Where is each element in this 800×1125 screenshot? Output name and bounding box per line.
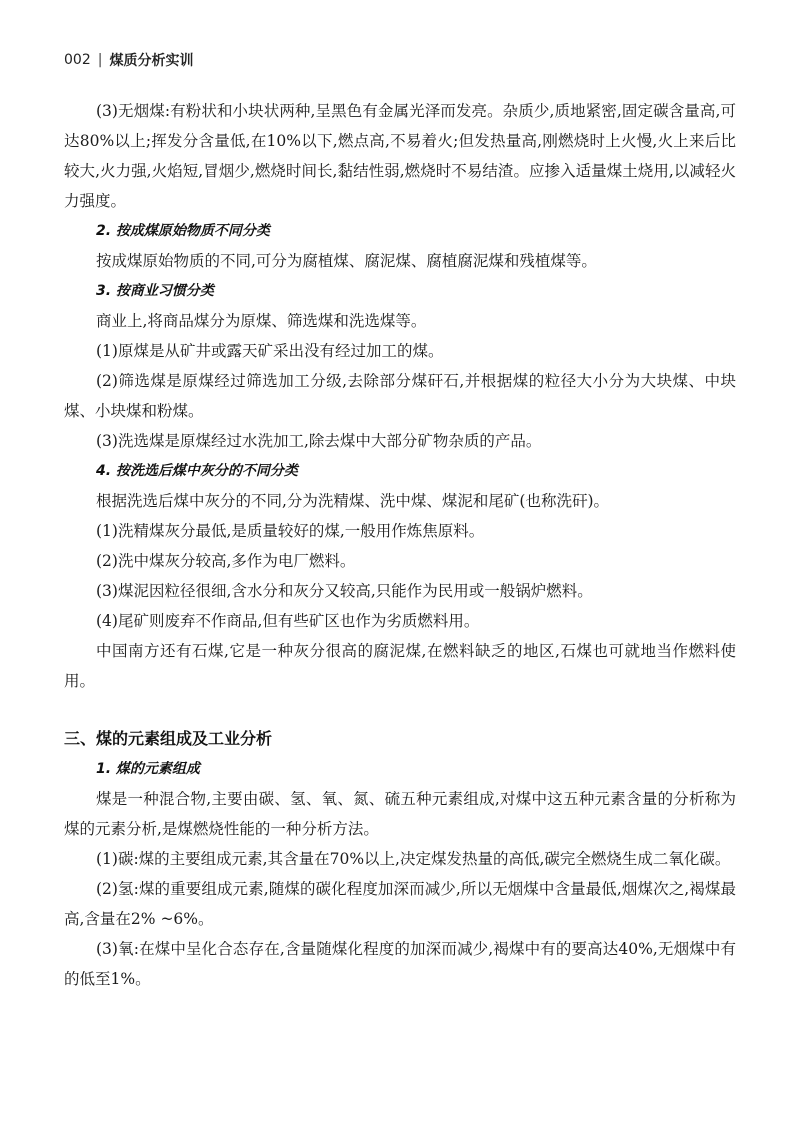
paragraph: (2)洗中煤灰分较高,多作为电厂燃料。 [96, 552, 356, 570]
paragraph: (2)筛选煤是原煤经过筛选加工分级,去除部分煤矸石,并根据煤的粒径大小分为大块煤、中块煤、小块煤和粉煤。 [64, 372, 736, 420]
paragraph: 商业上,将商品煤分为原煤、筛选煤和洗选煤等。 [96, 312, 427, 330]
running-header [64, 50, 193, 70]
paragraph: 煤是一种混合物,主要由碳、氢、氧、氮、硫五种元素组成,对煤中这五种元素含量的分析称为煤的元素分析,是煤燃烧性能的一种分析方法。 [64, 790, 736, 838]
paragraph: (3)氧:在煤中呈化合态存在,含量随煤化程度的加深而减少,褐煤中有的要高达40%,无烟煤中有的低至1%。 [64, 940, 736, 988]
paragraph: (1)碳:煤的主要组成元素,其含量在70%以上,决定煤发热量的高低,碳完全燃烧生成二氧化碳。 [96, 850, 731, 868]
header-separator: | [97, 52, 103, 68]
paragraph: (2)氢:煤的重要组成元素,随煤的碳化程度加深而减少,所以无烟煤中含量最低,烟煤次之,褐煤最高,含量在2% ~6%。 [64, 880, 736, 928]
subsection-heading: 2. 按成煤原始物质不同分类 [96, 223, 270, 239]
book-title: 煤质分析实训 [109, 53, 194, 69]
subsection-heading: 4. 按洗选后煤中灰分的不同分类 [96, 463, 298, 479]
paragraph: (4)尾矿则废弃不作商品,但有些矿区也作为劣质燃料用。 [96, 612, 480, 630]
paragraph: (3)洗选煤是原煤经过水洗加工,除去煤中大部分矿物杂质的产品。 [96, 432, 542, 450]
subsection-heading: 3. 按商业习惯分类 [96, 283, 214, 299]
page-number: 002 [64, 52, 91, 68]
paragraph: 中国南方还有石煤,它是一种灰分很高的腐泥煤,在燃料缺乏的地区,石煤也可就地当作燃料使用。 [64, 642, 736, 690]
paragraph: 按成煤原始物质的不同,可分为腐植煤、腐泥煤、腐植腐泥煤和残植煤等。 [96, 252, 597, 270]
subsection-heading: 1. 煤的元素组成 [96, 761, 200, 777]
section-heading: 三、煤的元素组成及工业分析 [64, 729, 273, 748]
paragraph: (1)原煤是从矿井或露天矿采出没有经过加工的煤。 [96, 342, 444, 360]
body-text [64, 96, 736, 994]
paragraph: 根据洗选后煤中灰分的不同,分为洗精煤、洗中煤、煤泥和尾矿(也称洗矸)。 [96, 492, 610, 510]
paragraph: (3)无烟煤:有粉状和小块状两种,呈黑色有金属光泽而发亮。杂质少,质地紧密,固定碳含量高,可达80%以上;挥发分含量低,在10%以下,燃点高,不易着火;但发热量高,刚燃烧时上火慢,火上来后比较大,火力强,火焰短,冒烟少,燃烧时间长,黏结性弱,燃烧时不易结渣。应掺入适量煤土烧用,以减轻火力强度。 [64, 102, 736, 210]
paragraph: (1)洗精煤灰分最低,是质量较好的煤,一般用作炼焦原料。 [96, 522, 485, 540]
paragraph: (3)煤泥因粒径很细,含水分和灰分又较高,只能作为民用或一般锅炉燃料。 [96, 582, 593, 600]
